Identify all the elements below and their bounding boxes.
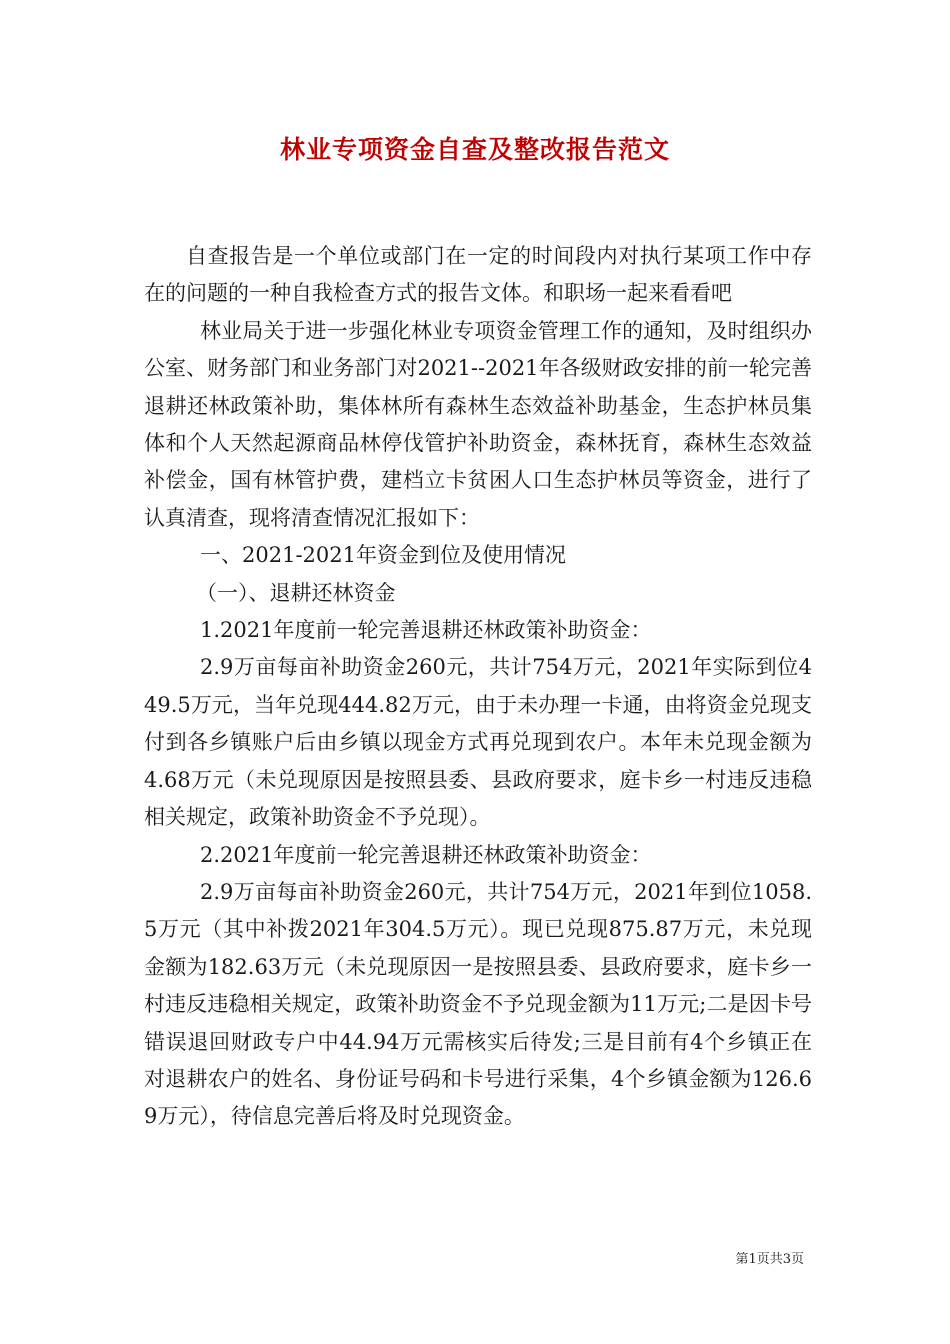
paragraph-item-1: 2.9万亩每亩补助资金260元，共计754万元，2021年实际到位449.5万元，当年兑现444.82万元，由于未办理一卡通，由将资金兑现支付到各乡镇账户后由乡镇以现金方式再兑现到农户。本年未兑现金额为4.68万元（未兑现原因是按照县委、县政府要求，庭卡乡一村违反违稳相关规定，政策补助资金不予兑现）。 [144, 655, 812, 830]
paragraph-intro: 自查报告是一个单位或部门在一定的时间段内对执行某项工作中存在的问题的一种自我检查方式的报告文体。和职场一起来看看吧 [144, 244, 812, 306]
paragraph-notice: 林业局关于进一步强化林业专项资金管理工作的通知，及时组织办公室、财务部门和业务部门对2021--2021年各级财政安排的前一轮完善退耕还林政策补助，集体林所有森林生态效益补助基金，生态护林员集体和个人天然起源商品林停伐管护补助资金，森林抚育，森林生态效益补偿金，国有林管护费，建档立卡贫困人口生态护林员等资金，进行了认真清查，现将清查情况汇报如下： [144, 318, 812, 530]
item-heading-1: 1.2021年度前一轮完善退耕还林政策补助资金： [200, 618, 652, 643]
subsection-heading: （一）、退耕还林资金 [196, 580, 396, 605]
item-heading-2: 2.2021年度前一轮完善退耕还林政策补助资金： [200, 842, 652, 867]
section-heading: 一、2021-2021年资金到位及使用情况 [200, 543, 566, 568]
document-title: 林业专项资金自查及整改报告范文 [279, 135, 670, 164]
document-body [144, 238, 812, 1136]
page-number: 第1页共3页 [735, 1252, 804, 1267]
paragraph-item-2: 2.9万亩每亩补助资金260元，共计754万元，2021年到位1058.5万元（其中补拨2021年304.5万元）。现已兑现875.87万元，未兑现金额为182.63万元（未兑现原因一是按照县委、县政府要求，庭卡乡一村违反违稳相关规定，政策补助资金不予兑现金额为11万元;二是因卡号错误退回财政专户中44.94万元需核实后待发;三是目前有4个乡镇正在对退耕农户的姓名、身份证号码和卡号进行采集，4个乡镇金额为126.69万元），待信息完善后将及时兑现资金。 [144, 879, 812, 1129]
